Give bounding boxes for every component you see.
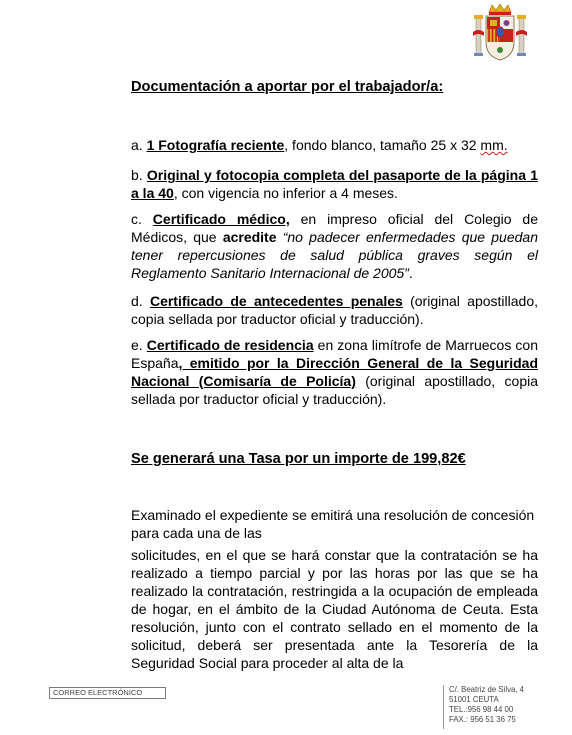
item-passport: b. Original y fotocopia completa del pasaporte de la página 1 a la 40, con vigencia no inferior a 4 meses.: [131, 167, 538, 201]
item-residence-certificate: e. Certificado de residencia en zona limítrofe de Marruecos con España, emitido por la Dirección General de la Seguridad Nacional (Comisaría de Policía) (original apostillado, copia sellada por traductor oficial y traducción).: [131, 337, 538, 407]
heading-fee: Se generará una Tasa por un importe de 199,82€: [131, 451, 466, 467]
paragraph-requests: solicitudes, en el que se hará constar que la contratación se ha realizado a tiempo parcial y por las horas por las que se ha realizado la contratación, restringida a la ocupación de empleada de hogar, en el ámbito de la Ciudad Autónoma de Ceuta. Esta resolución, junto con el contrato sellado en el momento de la solicitud, deberá ser presentada ante la Tesorería de la Seguridad Social para proceder al alta de la: [131, 547, 538, 671]
item-medical-certificate: c. Certificado médico, en impreso oficial del Colegio de Médicos, que acredite “no padecer enfermedades que puedan tener repercusiones de salud pública graves según el Reglamento Sanitario Internacional de 2005”.: [131, 211, 539, 281]
item-criminal-record: d. Certificado de antecedentes penales (original apostillado, copia sellada por traductor oficial y traducción).: [131, 293, 538, 327]
item-photo: a. 1 Fotografía reciente, fondo blanco, tamaño 25 x 32 mm.: [131, 137, 508, 153]
footer-divider: [443, 685, 444, 729]
email-label: CORREO ELECTRÓNICO: [49, 687, 166, 699]
address-city: 51001 CEUTA: [449, 695, 499, 704]
heading-documentation: Documentación a aportar por el trabajador/a:: [131, 79, 444, 95]
paragraph-resolution: Examinado el expediente se emitirá una resolución de concesión para cada una de las: [131, 507, 535, 541]
address-fax: FAX.: 956 51 36 75: [449, 715, 516, 724]
address-phone: TEL.:956 98 44 00: [449, 705, 514, 714]
footer-address: [449, 685, 524, 725]
address-street: C/. Beatriz de Silva, 4: [449, 685, 524, 694]
spain-coat-of-arms-icon: [472, 2, 528, 64]
